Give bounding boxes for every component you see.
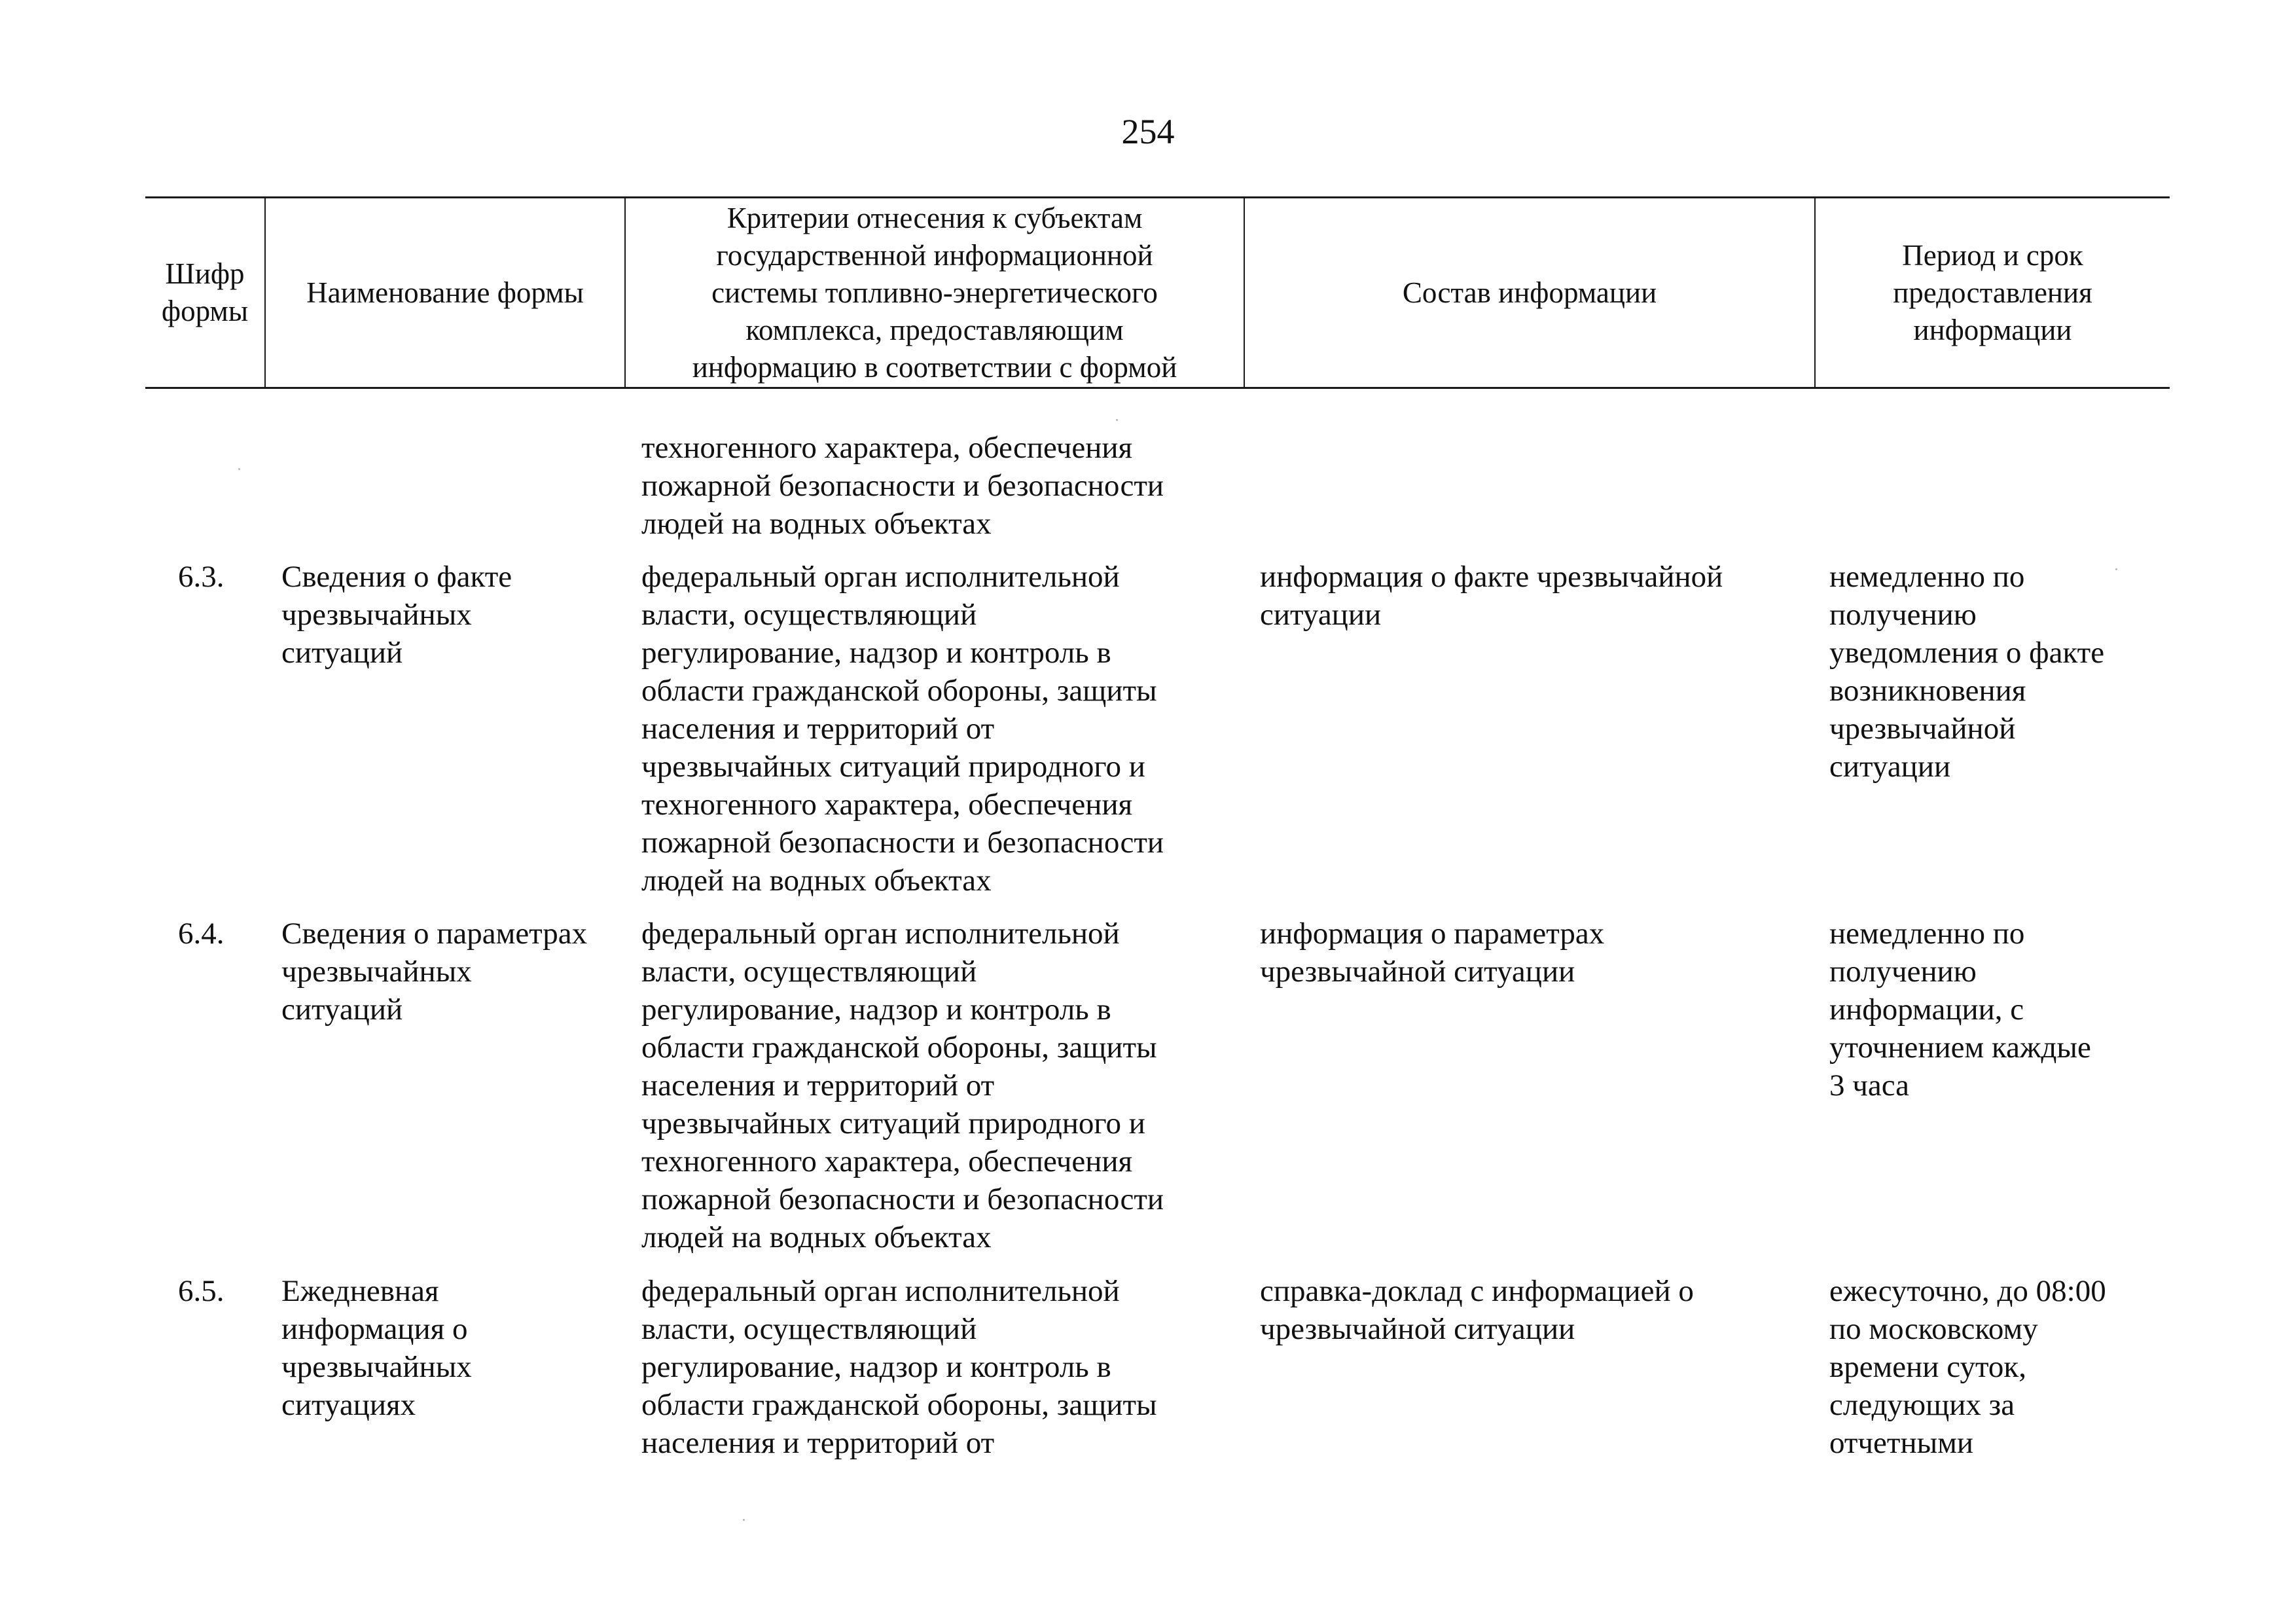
criteria-cell: федеральный орган исполнительной власти, осуществляющий регулирование, надзор и контроль в области гражданской обороны, защиты населения и территорий от xyxy=(641,1274,1157,1460)
header-name: Наименование формы xyxy=(306,276,584,309)
header-criteria: Критерии отнесения к субъектам государственной информационной системы топливно-энергетического комплекса, предоставляющим информацию в соответствии с формой xyxy=(692,201,1177,384)
period-cell: немедленно по получению уведомления о факте возникновения чрезвычайной ситуации xyxy=(1829,560,2105,784)
composition-cell: справка-доклад с информацией о чрезвычайной ситуации xyxy=(1260,1274,1694,1346)
name-cell: Сведения о параметрах чрезвычайных ситуаций xyxy=(281,917,588,1027)
header-composition: Состав информации xyxy=(1402,276,1657,309)
code-cell: 6.3. xyxy=(178,560,224,594)
header-period: Период и срок предоставления информации xyxy=(1893,238,2092,346)
name-cell: Ежедневная информация о чрезвычайных ситуациях xyxy=(281,1274,472,1422)
period-cell: ежесуточно, до 08:00 по московскому времени суток, следующих за отчетными xyxy=(1829,1274,2106,1460)
period-cell: немедленно по получению информации, с уточнением каждые 3 часа xyxy=(1829,917,2091,1103)
scan-speck xyxy=(2115,568,2117,570)
code-cell: 6.5. xyxy=(178,1274,224,1308)
composition-cell: информация о факте чрезвычайной ситуации xyxy=(1260,560,1723,632)
scan-speck xyxy=(238,468,240,470)
scan-speck xyxy=(1116,419,1118,421)
header-code: Шифр формы xyxy=(161,257,249,327)
criteria-cell: техногенного характера, обеспечения пожарной безопасности и безопасности людей на водных объектах xyxy=(641,431,1164,541)
name-cell: Сведения о факте чрезвычайных ситуаций xyxy=(281,560,512,670)
page-number: 254 xyxy=(1121,112,1175,151)
scan-speck xyxy=(743,1519,745,1521)
code-cell: 6.4. xyxy=(178,917,224,951)
header-bottom-rule xyxy=(145,387,2170,389)
criteria-cell: федеральный орган исполнительной власти, осуществляющий регулирование, надзор и контроль в области гражданской обороны, защиты населения и территорий от чрезвычайных ситуаций природного и техногенного характера, обеспечения пожарной безопасности и безопасности людей на водных объектах xyxy=(641,917,1164,1254)
composition-cell: информация о параметрах чрезвычайной ситуации xyxy=(1260,917,1605,989)
criteria-cell: федеральный орган исполнительной власти, осуществляющий регулирование, надзор и контроль в области гражданской обороны, защиты населения и территорий от чрезвычайных ситуаций природного и техногенного характера, обеспечения пожарной безопасности и безопасности людей на водных объектах xyxy=(641,560,1164,898)
